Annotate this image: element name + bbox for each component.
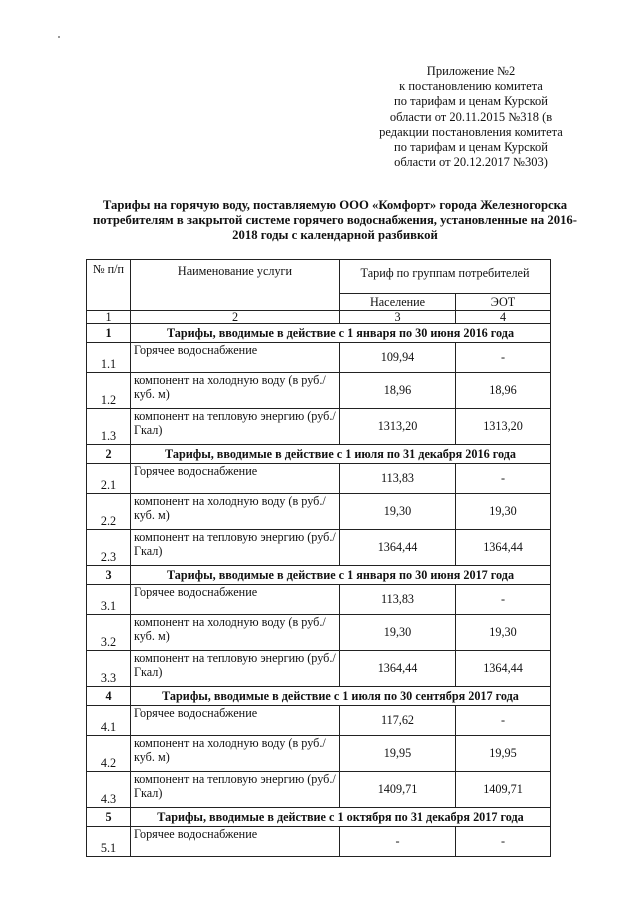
tariff-row — [87, 706, 551, 736]
header-group: Тариф по группам потребителей — [340, 260, 551, 294]
tariff-row — [87, 343, 551, 373]
tariff-row — [87, 373, 551, 409]
eot-value: 19,30 — [456, 615, 551, 651]
row-number: 4.3 — [87, 772, 131, 808]
service-name: Горячее водоснабжение — [131, 464, 340, 494]
appendix-line: по тарифам и ценам Курской — [394, 94, 548, 109]
tariff-row — [87, 615, 551, 651]
section-title: Тарифы, вводимые в действие с 1 января по 30 июня 2016 года — [131, 324, 551, 343]
column-number: 3 — [340, 311, 456, 324]
service-name: компонент на холодную воду (в руб./куб. м) — [131, 615, 340, 651]
eot-value: 1364,44 — [456, 530, 551, 566]
row-number: 2.1 — [87, 464, 131, 494]
tariff-row — [87, 464, 551, 494]
row-number: 1.2 — [87, 373, 131, 409]
section-row — [87, 566, 551, 585]
appendix-line: редакции постановления комитета — [379, 124, 563, 139]
row-number: 2.3 — [87, 530, 131, 566]
service-name: компонент на тепловую энергию (руб./Гкал) — [131, 651, 340, 687]
eot-value: 19,95 — [456, 736, 551, 772]
appendix-line: Приложение №2 — [426, 64, 516, 78]
tariff-row — [87, 736, 551, 772]
row-number: 2.2 — [87, 494, 131, 530]
eot-value: - — [456, 706, 551, 736]
column-number: 2 — [131, 311, 340, 324]
population-value: 1409,71 — [340, 772, 456, 808]
population-value: 19,95 — [340, 736, 456, 772]
section-title: Тарифы, вводимые в действие с 1 июля по 31 декабря 2016 года — [131, 445, 551, 464]
tariff-row — [87, 409, 551, 445]
population-value: 1364,44 — [340, 530, 456, 566]
service-name: компонент на холодную воду (в руб./куб. м) — [131, 373, 340, 409]
eot-value: 1409,71 — [456, 772, 551, 808]
service-name: Горячее водоснабжение — [131, 343, 340, 373]
section-number: 3 — [87, 566, 131, 585]
row-number: 5.1 — [87, 827, 131, 857]
column-number: 1 — [87, 311, 131, 324]
eot-value: 18,96 — [456, 373, 551, 409]
service-name: компонент на холодную воду (в руб./куб. м) — [131, 494, 340, 530]
eot-value: 1313,20 — [456, 409, 551, 445]
header-service: Наименование услуги — [131, 260, 340, 311]
population-value: 19,30 — [340, 615, 456, 651]
column-numbers-row — [87, 311, 551, 324]
section-title: Тарифы, вводимые в действие с 1 июля по 30 сентября 2017 года — [131, 687, 551, 706]
service-name: Горячее водоснабжение — [131, 706, 340, 736]
service-name: компонент на холодную воду (в руб./куб. м) — [131, 736, 340, 772]
scan-speck — [58, 36, 60, 38]
tariff-row — [87, 494, 551, 530]
service-name: компонент на тепловую энергию (руб./Гкал) — [131, 530, 340, 566]
population-value: 1364,44 — [340, 651, 456, 687]
row-number: 3.1 — [87, 585, 131, 615]
population-value: 117,62 — [340, 706, 456, 736]
row-number: 1.3 — [87, 409, 131, 445]
row-number: 4.1 — [87, 706, 131, 736]
service-name: компонент на тепловую энергию (руб./Гкал) — [131, 409, 340, 445]
tariff-row — [87, 585, 551, 615]
section-number: 4 — [87, 687, 131, 706]
header-eot: ЭОТ — [456, 294, 551, 311]
tariff-row — [87, 827, 551, 857]
section-number: 1 — [87, 324, 131, 343]
eot-value: 19,30 — [456, 494, 551, 530]
population-value: 1313,20 — [340, 409, 456, 445]
eot-value: 1364,44 — [456, 651, 551, 687]
section-row — [87, 445, 551, 464]
tariffs-table — [86, 259, 551, 857]
document-title: Тарифы на горячую воду, поставляемую ООО «Комфорт» города Железногорска потребителям в закрытой системе горячего водоснабжения, установленные на 2016-2018 годы с календарной разбивкой — [93, 198, 577, 242]
section-row — [87, 808, 551, 827]
header-row — [87, 260, 551, 294]
population-value: 113,83 — [340, 585, 456, 615]
eot-value: - — [456, 343, 551, 373]
tariff-row — [87, 530, 551, 566]
population-value: 19,30 — [340, 494, 456, 530]
section-number: 5 — [87, 808, 131, 827]
appendix-line: по тарифам и ценам Курской — [394, 140, 548, 155]
appendix-line: к постановлению комитета — [399, 79, 543, 94]
service-name: компонент на тепловую энергию (руб./Гкал) — [131, 772, 340, 808]
eot-value: - — [456, 585, 551, 615]
column-number: 4 — [456, 311, 551, 324]
service-name: Горячее водоснабжение — [131, 827, 340, 857]
row-number: 4.2 — [87, 736, 131, 772]
tariff-row — [87, 772, 551, 808]
population-value: 113,83 — [340, 464, 456, 494]
section-row — [87, 687, 551, 706]
row-number: 3.3 — [87, 651, 131, 687]
population-value: 18,96 — [340, 373, 456, 409]
population-value: 109,94 — [340, 343, 456, 373]
section-title: Тарифы, вводимые в действие с 1 января по 30 июня 2017 года — [131, 566, 551, 585]
service-name: Горячее водоснабжение — [131, 585, 340, 615]
section-row — [87, 324, 551, 343]
appendix-line: области от 20.11.2015 №318 (в — [389, 109, 553, 124]
eot-value: - — [456, 827, 551, 857]
header-num: № п/п — [87, 260, 131, 311]
appendix-block — [370, 64, 572, 170]
appendix-line: области от 20.12.2017 №303) — [394, 155, 548, 170]
population-value: - — [340, 827, 456, 857]
row-number: 1.1 — [87, 343, 131, 373]
eot-value: - — [456, 464, 551, 494]
header-population: Население — [340, 294, 456, 311]
tariff-row — [87, 651, 551, 687]
section-title: Тарифы, вводимые в действие с 1 октября по 31 декабря 2017 года — [131, 808, 551, 827]
section-number: 2 — [87, 445, 131, 464]
row-number: 3.2 — [87, 615, 131, 651]
